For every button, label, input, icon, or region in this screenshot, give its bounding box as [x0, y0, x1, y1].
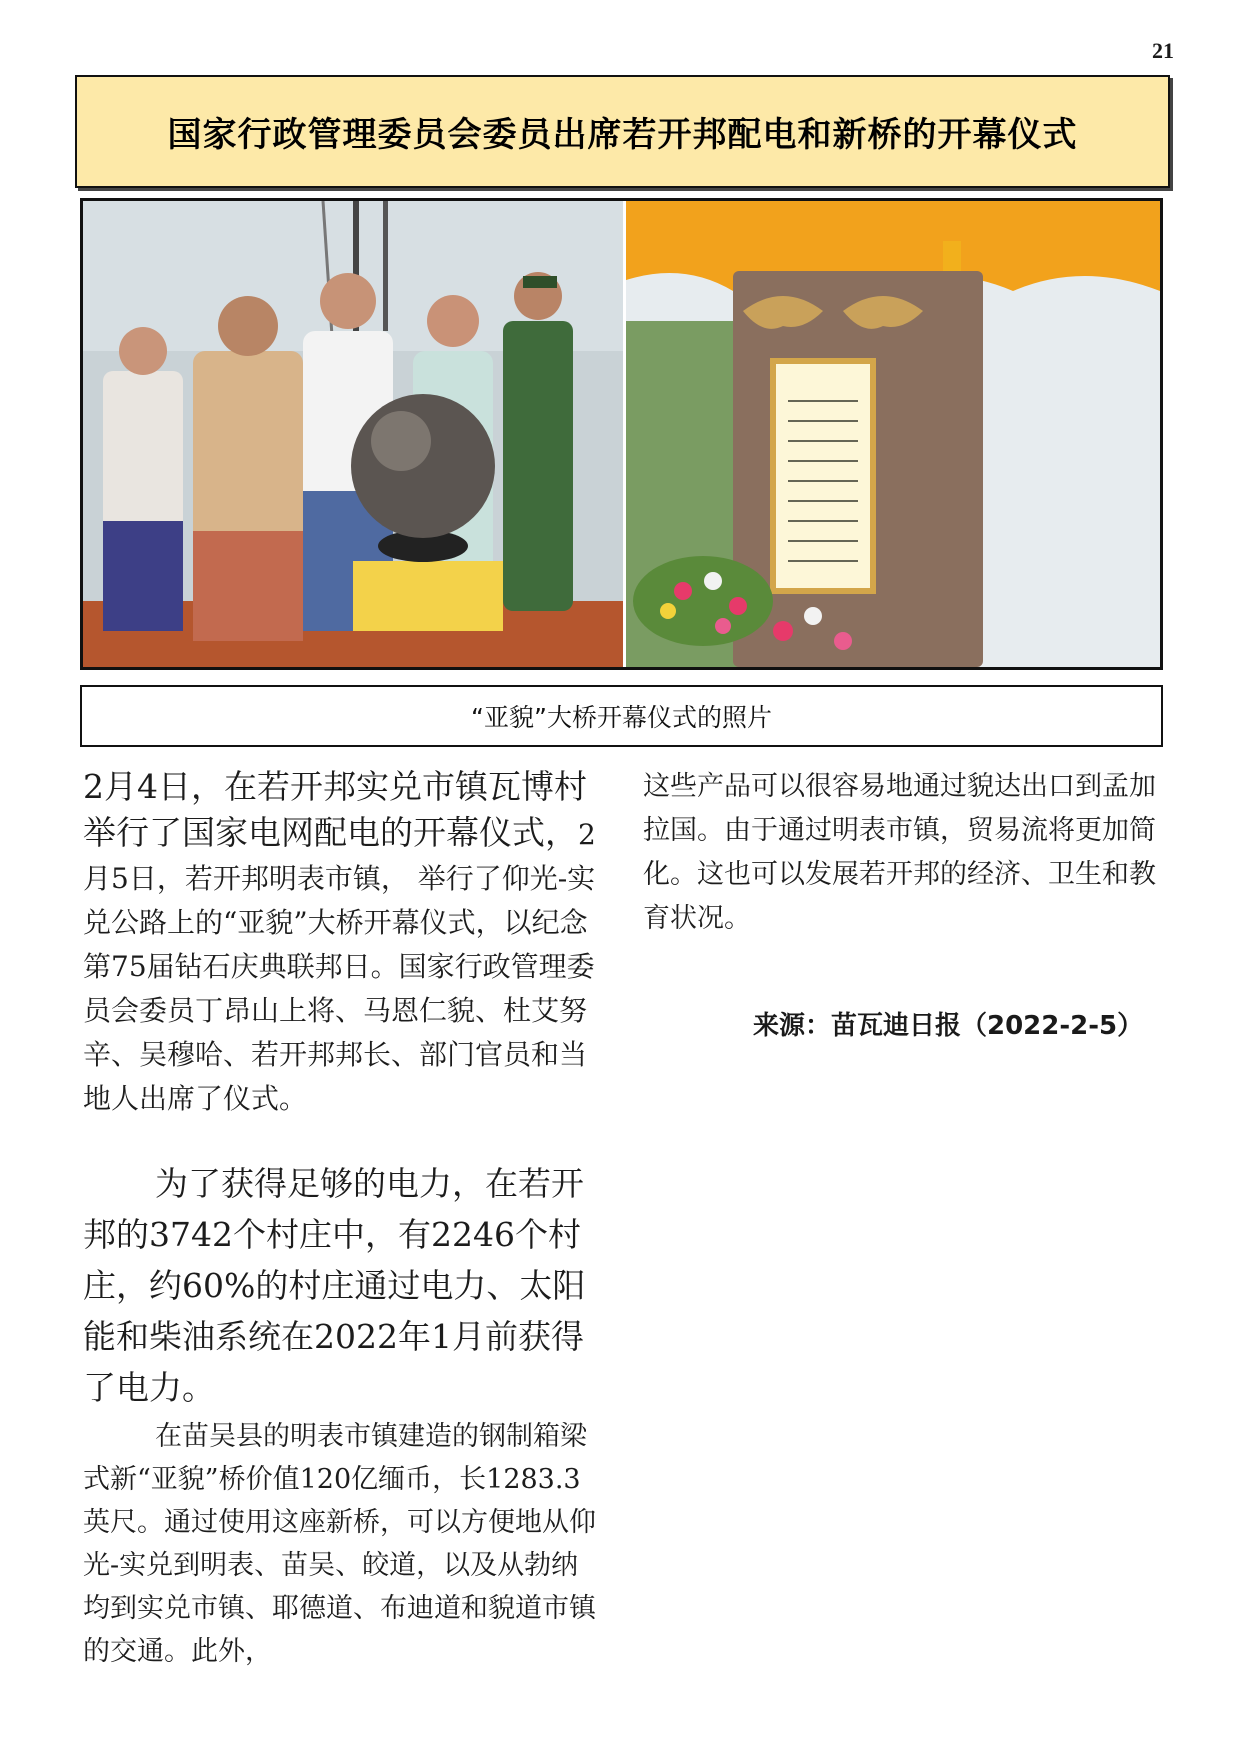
paragraph-4: 这些产品可以很容易地通过貌达出口到孟加拉国。由于通过明表市镇，贸易流将更加简化。这也可以发展若开邦的经济、卫生和教育状况。: [643, 771, 1156, 934]
paragraph-1: [83, 765, 603, 1121]
paragraph-1-lead: 2月4日，在若开邦实兑市镇瓦博村举行了国家电网配电的开幕仪式，: [83, 767, 587, 852]
photo-caption-box: [80, 685, 1163, 747]
paragraph-1-rest: 2月5日，若开邦明表市镇， 举行了仰光-实兑公路上的“亚貌”大桥开幕仪式，以纪念第75届钻石庆典联邦日。国家行政管理委员会委员丁昂山上将、马恩仁貌、杜艾努辛、吴穆哈、若开邦邦长、部门官员和当地人出席了仪式。: [83, 818, 596, 1115]
source-citation: 来源：苗瓦迪日报（2022-2-5）: [753, 1011, 1144, 1041]
page-number: 21: [1152, 38, 1174, 63]
paragraph-3: 在苗吴县的明表市镇建造的钢制箱梁式新“亚貌”桥价值120亿缅币，长1283.3英尺。通过使用这座新桥，可以方便地从仰光-实兑到明表、苗吴、皎道，以及从勃纳均到实兑市镇、耶德道、布迪道和貌道市镇的交通。此外，: [83, 1421, 596, 1667]
paragraph-2: 为了获得足够的电力，在若开邦的3742个村庄中，有2246个村庄，约60%的村庄通过电力、太阳能和柴油系统在2022年1月前获得了电力。: [83, 1164, 586, 1407]
title-banner: [75, 75, 1170, 188]
page-title: 国家行政管理委员会委员出席若开邦配电和新桥的开幕仪式: [167, 115, 1078, 155]
ceremony-photo: [80, 198, 1163, 670]
photo-caption: “亚貌”大桥开幕仪式的照片: [471, 703, 772, 732]
